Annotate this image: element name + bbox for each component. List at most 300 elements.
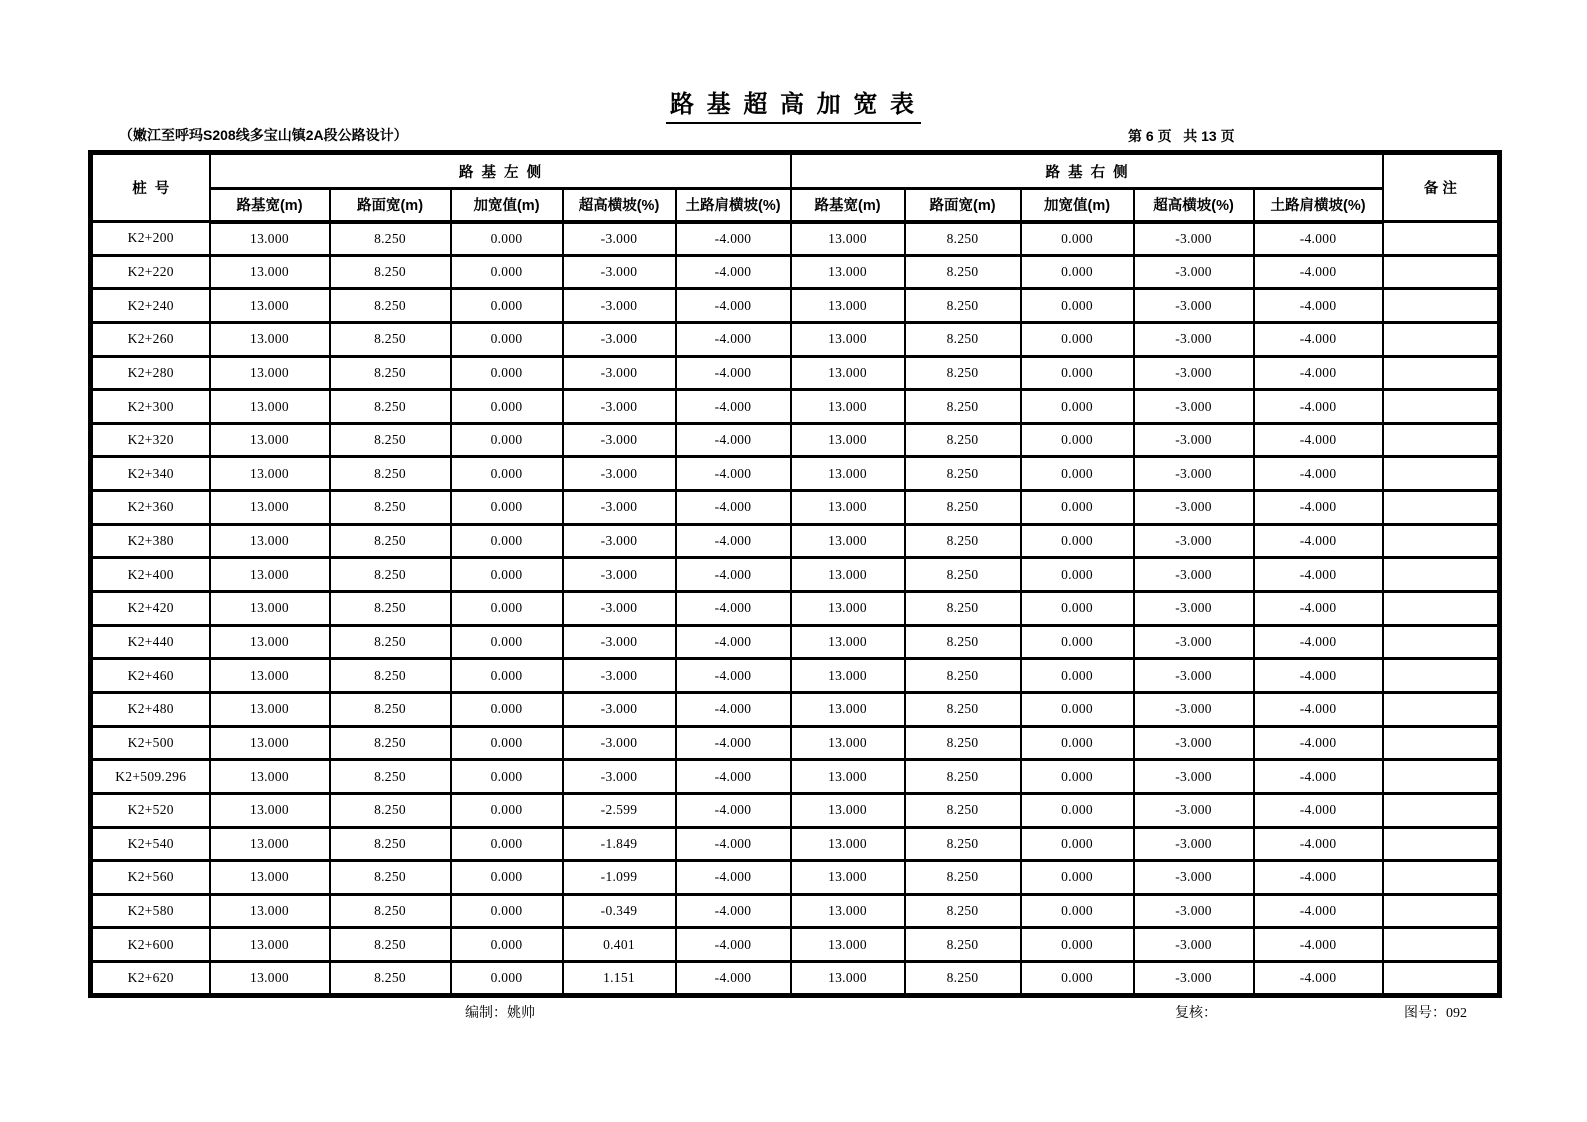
value-cell: 8.250 <box>330 491 451 525</box>
value-cell: -4.000 <box>1254 423 1383 457</box>
col-header-measure: 加宽值(m) <box>451 189 563 222</box>
value-cell: -3.000 <box>1134 659 1254 693</box>
value-cell: -4.000 <box>1254 793 1383 827</box>
value-cell: 13.000 <box>791 255 905 289</box>
value-cell: 8.250 <box>905 356 1021 390</box>
value-cell: -4.000 <box>1254 255 1383 289</box>
value-cell: 13.000 <box>791 625 905 659</box>
table-row <box>91 928 1500 962</box>
table-row <box>91 423 1500 457</box>
value-cell: 0.000 <box>451 827 563 861</box>
remark-cell <box>1383 255 1500 289</box>
value-cell: -4.000 <box>676 356 791 390</box>
value-cell: -3.000 <box>563 692 676 726</box>
value-cell: 13.000 <box>791 962 905 996</box>
value-cell: -4.000 <box>1254 894 1383 928</box>
remark-cell <box>1383 726 1500 760</box>
value-cell: 8.250 <box>905 322 1021 356</box>
value-cell: 13.000 <box>791 760 905 794</box>
value-cell: 13.000 <box>210 558 330 592</box>
remark-cell <box>1383 793 1500 827</box>
value-cell: 13.000 <box>210 726 330 760</box>
station-cell: K2+500 <box>91 726 210 760</box>
value-cell: -3.000 <box>1134 793 1254 827</box>
station-cell: K2+300 <box>91 390 210 424</box>
value-cell: 8.250 <box>905 524 1021 558</box>
value-cell: -3.000 <box>563 289 676 323</box>
value-cell: -3.000 <box>1134 322 1254 356</box>
value-cell: -4.000 <box>676 322 791 356</box>
value-cell: 8.250 <box>330 356 451 390</box>
station-cell: K2+220 <box>91 255 210 289</box>
value-cell: 13.000 <box>791 726 905 760</box>
value-cell: 0.000 <box>1021 827 1134 861</box>
value-cell: 13.000 <box>210 962 330 996</box>
value-cell: -4.000 <box>676 861 791 895</box>
value-cell: 8.250 <box>330 793 451 827</box>
value-cell: -4.000 <box>1254 928 1383 962</box>
value-cell: -4.000 <box>1254 861 1383 895</box>
value-cell: 8.250 <box>905 390 1021 424</box>
value-cell: 13.000 <box>791 356 905 390</box>
value-cell: 0.000 <box>451 423 563 457</box>
value-cell: -0.349 <box>563 894 676 928</box>
value-cell: -3.000 <box>1134 726 1254 760</box>
value-cell: -3.000 <box>1134 827 1254 861</box>
value-cell: 8.250 <box>905 928 1021 962</box>
value-cell: 0.000 <box>451 793 563 827</box>
value-cell: 0.000 <box>1021 962 1134 996</box>
value-cell: 13.000 <box>791 491 905 525</box>
value-cell: 13.000 <box>210 659 330 693</box>
col-header-measure: 路基宽(m) <box>210 189 330 222</box>
value-cell: -3.000 <box>563 625 676 659</box>
value-cell: 8.250 <box>905 423 1021 457</box>
remark-cell <box>1383 760 1500 794</box>
value-cell: 0.000 <box>1021 491 1134 525</box>
value-cell: 8.250 <box>330 457 451 491</box>
value-cell: 8.250 <box>905 962 1021 996</box>
value-cell: 0.000 <box>1021 793 1134 827</box>
col-header-measure: 路面宽(m) <box>330 189 451 222</box>
value-cell: -1.849 <box>563 827 676 861</box>
value-cell: -4.000 <box>676 423 791 457</box>
value-cell: 0.401 <box>563 928 676 962</box>
table-row <box>91 390 1500 424</box>
value-cell: 0.000 <box>451 524 563 558</box>
value-cell: 13.000 <box>791 827 905 861</box>
station-cell: K2+280 <box>91 356 210 390</box>
value-cell: -3.000 <box>563 356 676 390</box>
table-row <box>91 289 1500 323</box>
value-cell: -3.000 <box>563 524 676 558</box>
value-cell: -4.000 <box>676 558 791 592</box>
value-cell: 8.250 <box>330 390 451 424</box>
value-cell: 8.250 <box>905 760 1021 794</box>
value-cell: -4.000 <box>676 659 791 693</box>
footer-maker: 编制：姚帅 <box>465 1006 535 1021</box>
value-cell: 13.000 <box>210 255 330 289</box>
value-cell: -4.000 <box>1254 491 1383 525</box>
page-number-info: 第 6 页 共 13 页 <box>1128 128 1235 144</box>
value-cell: 0.000 <box>451 962 563 996</box>
table-row <box>91 726 1500 760</box>
value-cell: -3.000 <box>1134 289 1254 323</box>
value-cell: -4.000 <box>676 760 791 794</box>
value-cell: 8.250 <box>330 592 451 626</box>
value-cell: 8.250 <box>905 457 1021 491</box>
value-cell: -4.000 <box>1254 962 1383 996</box>
table-row <box>91 861 1500 895</box>
value-cell: -3.000 <box>1134 558 1254 592</box>
value-cell: 13.000 <box>210 894 330 928</box>
value-cell: -4.000 <box>676 222 791 256</box>
value-cell: -3.000 <box>563 222 676 256</box>
value-cell: 0.000 <box>451 356 563 390</box>
value-cell: 0.000 <box>1021 928 1134 962</box>
table-row <box>91 894 1500 928</box>
value-cell: 13.000 <box>791 390 905 424</box>
value-cell: 13.000 <box>210 356 330 390</box>
remark-cell <box>1383 322 1500 356</box>
station-cell: K2+509.296 <box>91 760 210 794</box>
remark-cell <box>1383 390 1500 424</box>
value-cell: -4.000 <box>676 962 791 996</box>
remark-cell <box>1383 356 1500 390</box>
value-cell: 0.000 <box>1021 760 1134 794</box>
value-cell: 8.250 <box>330 827 451 861</box>
value-cell: -3.000 <box>1134 625 1254 659</box>
superelevation-widening-table <box>88 150 1502 998</box>
footer-drawing-number: 图号：092 <box>1404 1006 1467 1021</box>
station-cell: K2+240 <box>91 289 210 323</box>
value-cell: -1.099 <box>563 861 676 895</box>
value-cell: 0.000 <box>451 390 563 424</box>
value-cell: 8.250 <box>905 289 1021 323</box>
value-cell: -4.000 <box>676 289 791 323</box>
value-cell: -4.000 <box>1254 726 1383 760</box>
station-cell: K2+460 <box>91 659 210 693</box>
value-cell: 8.250 <box>905 659 1021 693</box>
value-cell: 13.000 <box>210 861 330 895</box>
station-cell: K2+380 <box>91 524 210 558</box>
table-row <box>91 592 1500 626</box>
value-cell: 0.000 <box>1021 592 1134 626</box>
remark-cell <box>1383 491 1500 525</box>
value-cell: -3.000 <box>1134 390 1254 424</box>
value-cell: 0.000 <box>451 222 563 256</box>
value-cell: 0.000 <box>451 457 563 491</box>
value-cell: 8.250 <box>330 289 451 323</box>
value-cell: 0.000 <box>1021 861 1134 895</box>
value-cell: 8.250 <box>905 692 1021 726</box>
value-cell: 8.250 <box>905 255 1021 289</box>
value-cell: -3.000 <box>1134 457 1254 491</box>
value-cell: 13.000 <box>791 423 905 457</box>
value-cell: -4.000 <box>1254 760 1383 794</box>
value-cell: 0.000 <box>451 692 563 726</box>
remark-cell <box>1383 289 1500 323</box>
value-cell: 8.250 <box>905 793 1021 827</box>
value-cell: 13.000 <box>210 457 330 491</box>
station-cell: K2+340 <box>91 457 210 491</box>
value-cell: -3.000 <box>1134 928 1254 962</box>
value-cell: -4.000 <box>1254 222 1383 256</box>
value-cell: 0.000 <box>1021 457 1134 491</box>
value-cell: -4.000 <box>1254 356 1383 390</box>
value-cell: 13.000 <box>791 928 905 962</box>
value-cell: -4.000 <box>1254 659 1383 693</box>
remark-cell <box>1383 524 1500 558</box>
value-cell: 0.000 <box>451 726 563 760</box>
value-cell: -3.000 <box>1134 524 1254 558</box>
station-cell: K2+320 <box>91 423 210 457</box>
value-cell: 8.250 <box>330 692 451 726</box>
value-cell: -4.000 <box>1254 457 1383 491</box>
station-cell: K2+400 <box>91 558 210 592</box>
value-cell: -3.000 <box>563 457 676 491</box>
value-cell: 8.250 <box>330 894 451 928</box>
value-cell: 8.250 <box>330 524 451 558</box>
value-cell: -3.000 <box>563 390 676 424</box>
value-cell: 8.250 <box>330 423 451 457</box>
table-row <box>91 827 1500 861</box>
table-row <box>91 962 1500 996</box>
value-cell: 8.250 <box>330 726 451 760</box>
table-row <box>91 625 1500 659</box>
value-cell: 13.000 <box>791 692 905 726</box>
value-cell: 8.250 <box>905 726 1021 760</box>
value-cell: -4.000 <box>676 827 791 861</box>
value-cell: 0.000 <box>451 659 563 693</box>
table-row <box>91 457 1500 491</box>
value-cell: 8.250 <box>905 222 1021 256</box>
value-cell: 13.000 <box>210 928 330 962</box>
value-cell: 0.000 <box>451 760 563 794</box>
value-cell: 0.000 <box>451 255 563 289</box>
col-header-measure: 土路肩横坡(%) <box>676 189 791 222</box>
table-row <box>91 692 1500 726</box>
value-cell: 13.000 <box>210 592 330 626</box>
table-row <box>91 222 1500 256</box>
col-header-measure: 土路肩横坡(%) <box>1254 189 1383 222</box>
table-row <box>91 491 1500 525</box>
value-cell: 0.000 <box>451 289 563 323</box>
value-cell: 0.000 <box>1021 625 1134 659</box>
station-cell: K2+260 <box>91 322 210 356</box>
col-group-right-side: 路 基 右 侧 <box>791 153 1383 189</box>
value-cell: -4.000 <box>676 692 791 726</box>
value-cell: 13.000 <box>791 793 905 827</box>
value-cell: -4.000 <box>1254 289 1383 323</box>
value-cell: 0.000 <box>1021 322 1134 356</box>
value-cell: -3.000 <box>1134 692 1254 726</box>
value-cell: 0.000 <box>451 592 563 626</box>
value-cell: 0.000 <box>1021 558 1134 592</box>
value-cell: -3.000 <box>1134 962 1254 996</box>
page-title-text: 路 基 超 高 加 宽 表 <box>666 84 921 124</box>
value-cell: 13.000 <box>791 894 905 928</box>
value-cell: 8.250 <box>905 625 1021 659</box>
value-cell: 0.000 <box>1021 524 1134 558</box>
col-header-measure: 路面宽(m) <box>905 189 1021 222</box>
remark-cell <box>1383 827 1500 861</box>
table-row <box>91 659 1500 693</box>
value-cell: -3.000 <box>1134 861 1254 895</box>
value-cell: 8.250 <box>905 827 1021 861</box>
value-cell: 13.000 <box>210 322 330 356</box>
col-header-measure: 超高横坡(%) <box>563 189 676 222</box>
value-cell: 0.000 <box>451 928 563 962</box>
value-cell: -4.000 <box>1254 322 1383 356</box>
value-cell: 8.250 <box>330 222 451 256</box>
value-cell: 0.000 <box>1021 894 1134 928</box>
value-cell: -3.000 <box>563 491 676 525</box>
value-cell: 8.250 <box>330 760 451 794</box>
value-cell: 13.000 <box>791 457 905 491</box>
value-cell: 8.250 <box>330 625 451 659</box>
remark-cell <box>1383 558 1500 592</box>
value-cell: -4.000 <box>1254 827 1383 861</box>
station-cell: K2+480 <box>91 692 210 726</box>
value-cell: 0.000 <box>1021 692 1134 726</box>
value-cell: -4.000 <box>676 625 791 659</box>
value-cell: 13.000 <box>210 289 330 323</box>
value-cell: -4.000 <box>1254 390 1383 424</box>
remark-cell <box>1383 962 1500 996</box>
value-cell: 13.000 <box>210 524 330 558</box>
value-cell: -3.000 <box>1134 356 1254 390</box>
value-cell: 13.000 <box>791 322 905 356</box>
col-header-measure: 加宽值(m) <box>1021 189 1134 222</box>
value-cell: -4.000 <box>676 524 791 558</box>
value-cell: 8.250 <box>330 659 451 693</box>
remark-cell <box>1383 222 1500 256</box>
value-cell: 13.000 <box>210 491 330 525</box>
value-cell: 0.000 <box>451 491 563 525</box>
station-cell: K2+520 <box>91 793 210 827</box>
value-cell: -4.000 <box>1254 625 1383 659</box>
station-cell: K2+440 <box>91 625 210 659</box>
value-cell: 0.000 <box>1021 659 1134 693</box>
value-cell: -4.000 <box>676 726 791 760</box>
footer-checker: 复核： <box>1175 1006 1217 1021</box>
value-cell: 0.000 <box>451 625 563 659</box>
value-cell: 13.000 <box>210 760 330 794</box>
remark-cell <box>1383 457 1500 491</box>
station-cell: K2+600 <box>91 928 210 962</box>
value-cell: 13.000 <box>210 222 330 256</box>
col-header-measure: 超高横坡(%) <box>1134 189 1254 222</box>
table-subheader-row <box>91 189 1500 222</box>
value-cell: 13.000 <box>791 558 905 592</box>
table-row <box>91 793 1500 827</box>
value-cell: -3.000 <box>563 592 676 626</box>
table-row <box>91 760 1500 794</box>
remark-cell <box>1383 894 1500 928</box>
station-cell: K2+620 <box>91 962 210 996</box>
value-cell: 8.250 <box>905 558 1021 592</box>
page-title <box>0 84 1587 124</box>
value-cell: 0.000 <box>1021 255 1134 289</box>
remark-cell <box>1383 861 1500 895</box>
value-cell: -3.000 <box>563 322 676 356</box>
value-cell: 13.000 <box>210 390 330 424</box>
value-cell: 8.250 <box>905 861 1021 895</box>
col-header-measure: 路基宽(m) <box>791 189 905 222</box>
station-cell: K2+200 <box>91 222 210 256</box>
value-cell: -3.000 <box>1134 894 1254 928</box>
station-cell: K2+360 <box>91 491 210 525</box>
value-cell: 0.000 <box>451 894 563 928</box>
value-cell: 8.250 <box>905 894 1021 928</box>
value-cell: -4.000 <box>676 793 791 827</box>
value-cell: -3.000 <box>1134 592 1254 626</box>
value-cell: 13.000 <box>210 827 330 861</box>
value-cell: 8.250 <box>905 592 1021 626</box>
value-cell: 0.000 <box>1021 390 1134 424</box>
value-cell: 0.000 <box>1021 423 1134 457</box>
remark-cell <box>1383 625 1500 659</box>
value-cell: 0.000 <box>1021 726 1134 760</box>
table-row <box>91 356 1500 390</box>
table-row <box>91 558 1500 592</box>
value-cell: -3.000 <box>1134 255 1254 289</box>
project-subtitle: （嫩江至呼玛S208线多宝山镇2A段公路设计） <box>119 127 408 143</box>
col-header-station: 桩 号 <box>91 153 210 222</box>
value-cell: -3.000 <box>563 659 676 693</box>
value-cell: -4.000 <box>676 255 791 289</box>
value-cell: -3.000 <box>563 558 676 592</box>
value-cell: -3.000 <box>1134 760 1254 794</box>
value-cell: 8.250 <box>330 322 451 356</box>
value-cell: -3.000 <box>563 760 676 794</box>
value-cell: -3.000 <box>563 726 676 760</box>
station-cell: K2+540 <box>91 827 210 861</box>
table-group-header-row <box>91 153 1500 189</box>
value-cell: 13.000 <box>791 592 905 626</box>
value-cell: 8.250 <box>330 962 451 996</box>
value-cell: 13.000 <box>791 861 905 895</box>
value-cell: -4.000 <box>676 491 791 525</box>
value-cell: -3.000 <box>1134 423 1254 457</box>
station-cell: K2+560 <box>91 861 210 895</box>
value-cell: 13.000 <box>210 625 330 659</box>
value-cell: -4.000 <box>1254 524 1383 558</box>
value-cell: 8.250 <box>905 491 1021 525</box>
station-cell: K2+420 <box>91 592 210 626</box>
station-cell: K2+580 <box>91 894 210 928</box>
table-row <box>91 322 1500 356</box>
value-cell: -4.000 <box>1254 592 1383 626</box>
value-cell: -3.000 <box>1134 491 1254 525</box>
value-cell: 13.000 <box>210 423 330 457</box>
value-cell: 0.000 <box>451 558 563 592</box>
table-row <box>91 255 1500 289</box>
value-cell: 0.000 <box>451 322 563 356</box>
value-cell: -4.000 <box>1254 692 1383 726</box>
value-cell: 8.250 <box>330 928 451 962</box>
value-cell: -3.000 <box>563 255 676 289</box>
col-header-remark: 备 注 <box>1383 153 1500 222</box>
value-cell: -4.000 <box>676 592 791 626</box>
value-cell: 8.250 <box>330 558 451 592</box>
value-cell: 13.000 <box>791 222 905 256</box>
value-cell: -4.000 <box>676 390 791 424</box>
col-group-left-side: 路 基 左 侧 <box>210 153 791 189</box>
footer <box>0 1002 1587 1026</box>
value-cell: -3.000 <box>563 423 676 457</box>
